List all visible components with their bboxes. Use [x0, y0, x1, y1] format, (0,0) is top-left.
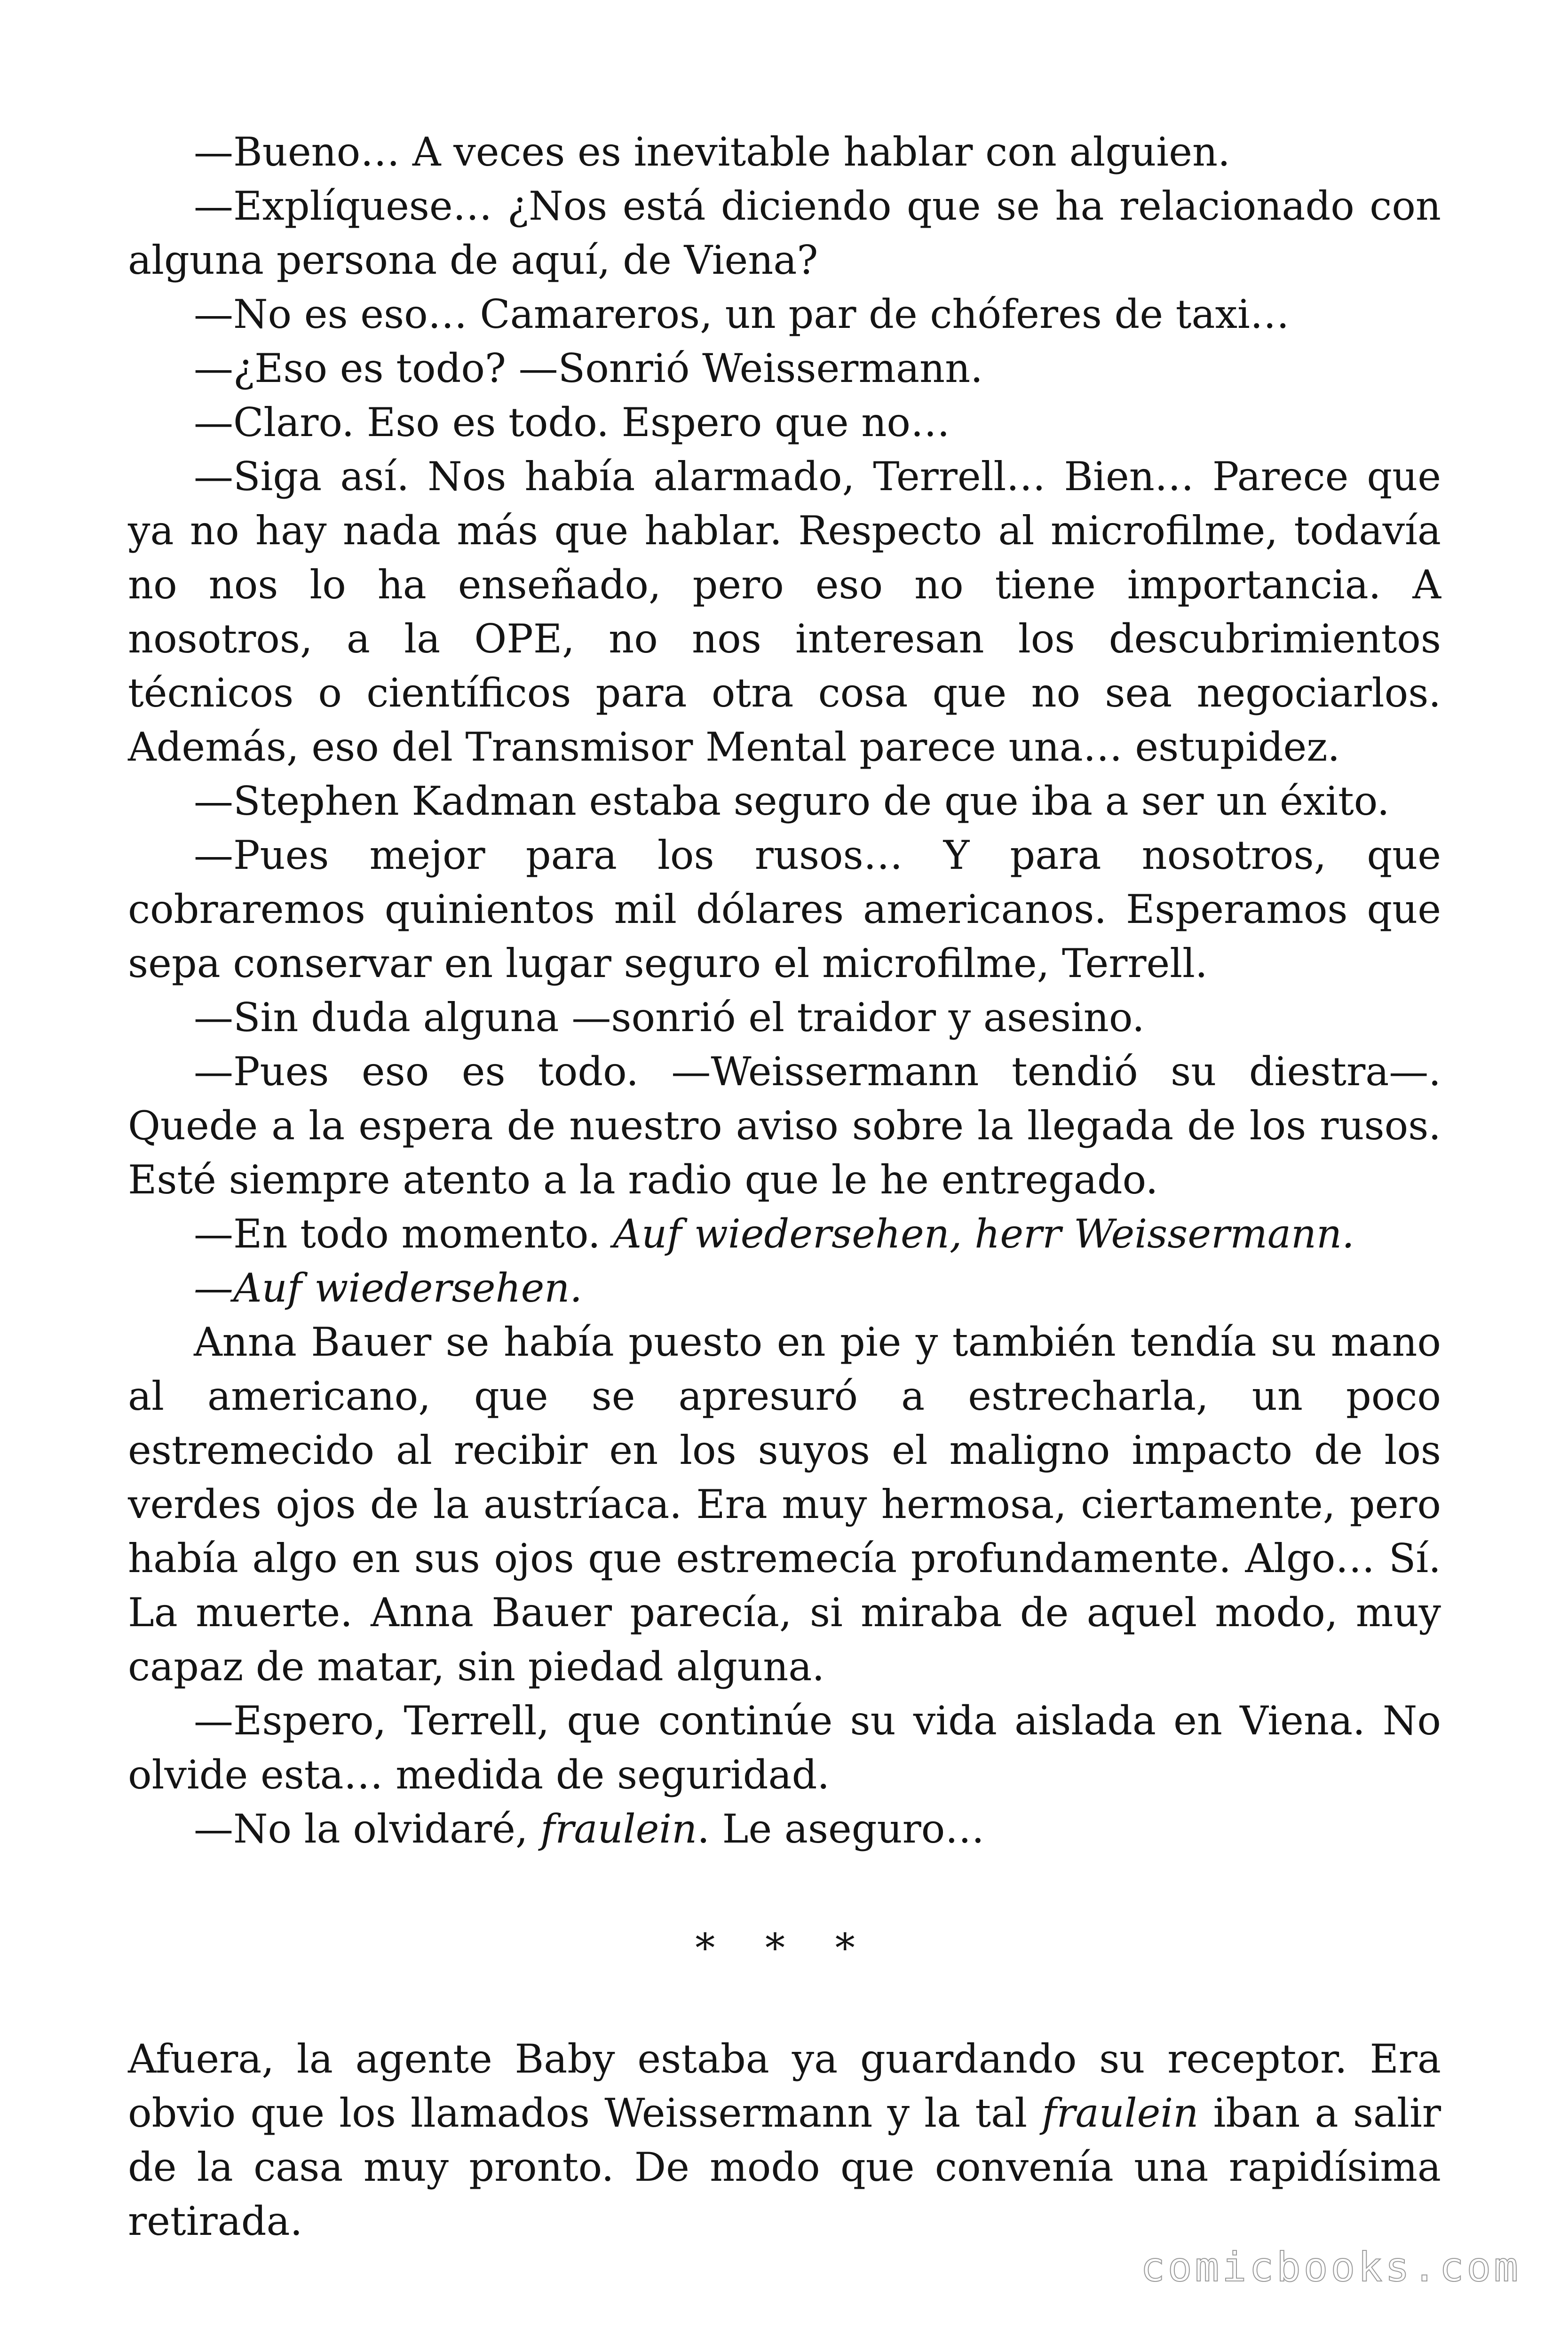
paragraph: —Sin duda alguna —sonrió el traidor y asesino. [194, 994, 1145, 1041]
paragraph-text: Afuera, la agente Baby estaba ya guardando su receptor. Era obvio que los llamados Weissermann y la tal [128, 2036, 1441, 2136]
paragraph-text: —No la olvidaré, [194, 1806, 541, 1852]
paragraph: —Pues mejor para los rusos… Y para nosotros, que cobraremos quinientos mil dólares americanos. Esperamos que sepa conservar en lugar seguro el microfilme, Terrell. [128, 832, 1441, 986]
paragraph: Anna Bauer se había puesto en pie y también tendía su mano al americano, que se apresuró a estrecharla, un poco estremecido al recibir en los suyos el maligno impacto de los verdes ojos de la austríaca. Era muy hermosa, ciertamente, pero había algo en sus ojos que estremecía profundamente. Algo… Sí. La muerte. Anna Bauer parecía, si miraba de aquel modo, muy capaz de matar, sin piedad alguna. [128, 1319, 1441, 1690]
paragraph-text: —En todo momento. [194, 1211, 613, 1257]
body-text [128, 125, 1441, 1856]
italic-phrase: Auf wiedersehen, herr Weissermann. [613, 1211, 1354, 1257]
paragraph: —Bueno… A veces es inevitable hablar con alguien. [194, 129, 1230, 175]
paragraph-text: . Le aseguro… [697, 1806, 985, 1852]
paragraph: —Claro. Eso es todo. Espero que no… [194, 399, 950, 445]
paragraph: —¿Eso es todo? —Sonrió Weissermann. [194, 345, 983, 391]
paragraph [128, 1261, 1441, 1315]
italic-phrase: —Auf wiedersehen. [194, 1265, 583, 1311]
paragraph: —Siga así. Nos había alarmado, Terrell… Bien… Parece que ya no hay nada más que hablar. Respecto al microfilme, todavía no nos lo ha enseñado, pero eso no tiene importancia. A nosotros, a la OPE, no nos interesan los descubrimientos técnicos o científicos para otra cosa que no sea negociarlos. Además, eso del Transmisor Mental parece una… estupidez. [128, 453, 1441, 770]
final-paragraph [128, 2032, 1441, 2249]
paragraph: —No es eso… Camareros, un par de chóferes de taxi… [194, 291, 1290, 337]
paragraph: —Espero, Terrell, que continúe su vida aislada en Viena. No olvide esta… medida de seguridad. [128, 1698, 1441, 1798]
paragraph: —Stephen Kadman estaba seguro de que iba a ser un éxito. [194, 778, 1390, 824]
paragraph: —Explíquese… ¿Nos está diciendo que se ha relacionado con alguna persona de aquí, de Viena? [128, 183, 1441, 283]
italic-phrase: fraulein [1042, 2090, 1199, 2136]
paragraph [128, 1207, 1441, 1261]
scene-break: * * * [695, 1925, 874, 1971]
watermark: comicbooks.com [1140, 2244, 1521, 2291]
paragraph: —Pues eso es todo. —Weissermann tendió su diestra—. Quede a la espera de nuestro aviso sobre la llegada de los rusos. Esté siempre atento a la radio que le he entregado. [128, 1049, 1441, 1203]
paragraph [128, 1802, 1441, 1856]
italic-phrase: fraulein [540, 1806, 697, 1852]
paragraph-text: iban a salir de la casa muy pronto. De modo que convenía una rapidísima retirada. [128, 2090, 1441, 2244]
